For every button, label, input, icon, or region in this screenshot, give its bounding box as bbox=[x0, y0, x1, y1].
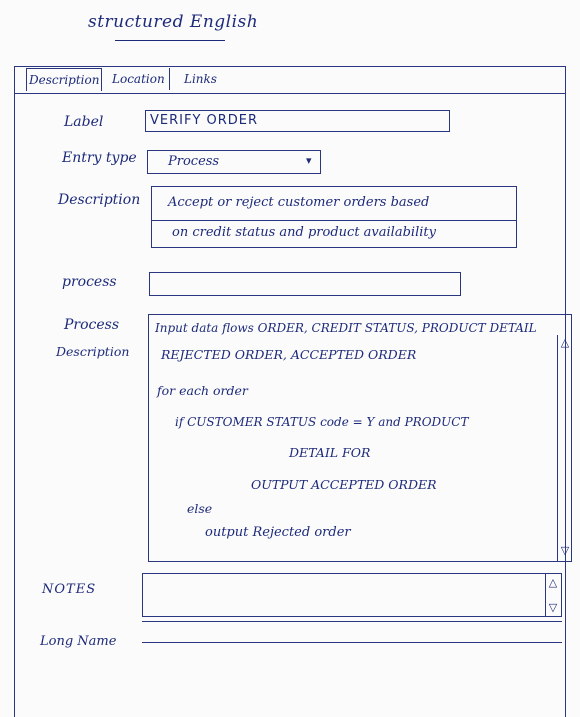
notes-scroll-down-icon[interactable]: ▽ bbox=[548, 601, 558, 614]
process-caption: process bbox=[62, 274, 117, 290]
tab-description[interactable]: Description bbox=[26, 68, 102, 91]
notes-scroll-up-icon[interactable]: △ bbox=[548, 576, 558, 589]
pd-line-8: output Rejected order bbox=[205, 525, 351, 540]
entry-type-select[interactable] bbox=[147, 150, 321, 174]
notes-caption: NOTES bbox=[42, 582, 97, 597]
description-textarea[interactable] bbox=[151, 186, 517, 248]
tab-bar bbox=[14, 66, 566, 94]
title-underline bbox=[115, 40, 225, 41]
description-line-1: Accept or reject customer orders based bbox=[168, 195, 430, 210]
process-description-caption-1: Process bbox=[64, 317, 120, 333]
label-caption: Label bbox=[64, 114, 104, 130]
process-description-caption-2: Description bbox=[56, 344, 130, 359]
pd-line-5: DETAIL FOR bbox=[289, 445, 371, 460]
notes-textarea[interactable] bbox=[142, 573, 562, 617]
long-name-caption: Long Name bbox=[40, 634, 117, 649]
pd-line-1: Input data flows ORDER, CREDIT STATUS, PRODUCT DETAIL bbox=[155, 321, 537, 335]
process-description-scrollbar[interactable] bbox=[557, 335, 558, 562]
scroll-down-icon[interactable]: ▽ bbox=[560, 544, 570, 557]
chevron-down-icon[interactable]: ▾ bbox=[306, 154, 312, 167]
label-value: VERIFY ORDER bbox=[150, 113, 259, 128]
pd-line-4: if CUSTOMER STATUS code = Y and PRODUCT bbox=[175, 415, 469, 429]
tab-links[interactable]: Links bbox=[184, 72, 217, 86]
scroll-up-icon[interactable]: △ bbox=[560, 336, 570, 349]
entry-type-caption: Entry type bbox=[62, 150, 137, 166]
pd-line-3: for each order bbox=[157, 383, 248, 398]
entry-type-value: Process bbox=[168, 154, 220, 169]
description-divider bbox=[151, 220, 517, 221]
pd-line-6: OUTPUT ACCEPTED ORDER bbox=[251, 477, 437, 492]
tab-location[interactable]: Location bbox=[110, 68, 170, 90]
label-input[interactable] bbox=[145, 110, 450, 132]
notes-underline bbox=[142, 621, 562, 622]
description-line-2: on credit status and product availability bbox=[172, 225, 436, 240]
pd-line-7: else bbox=[187, 501, 213, 516]
pd-line-2: REJECTED ORDER, ACCEPTED ORDER bbox=[161, 347, 417, 362]
process-description-textarea[interactable] bbox=[148, 314, 572, 562]
long-name-input[interactable] bbox=[142, 642, 562, 643]
tab-divider bbox=[14, 93, 566, 94]
process-input[interactable] bbox=[149, 272, 461, 296]
page-title: structured English bbox=[88, 12, 259, 32]
description-caption: Description bbox=[58, 192, 141, 208]
